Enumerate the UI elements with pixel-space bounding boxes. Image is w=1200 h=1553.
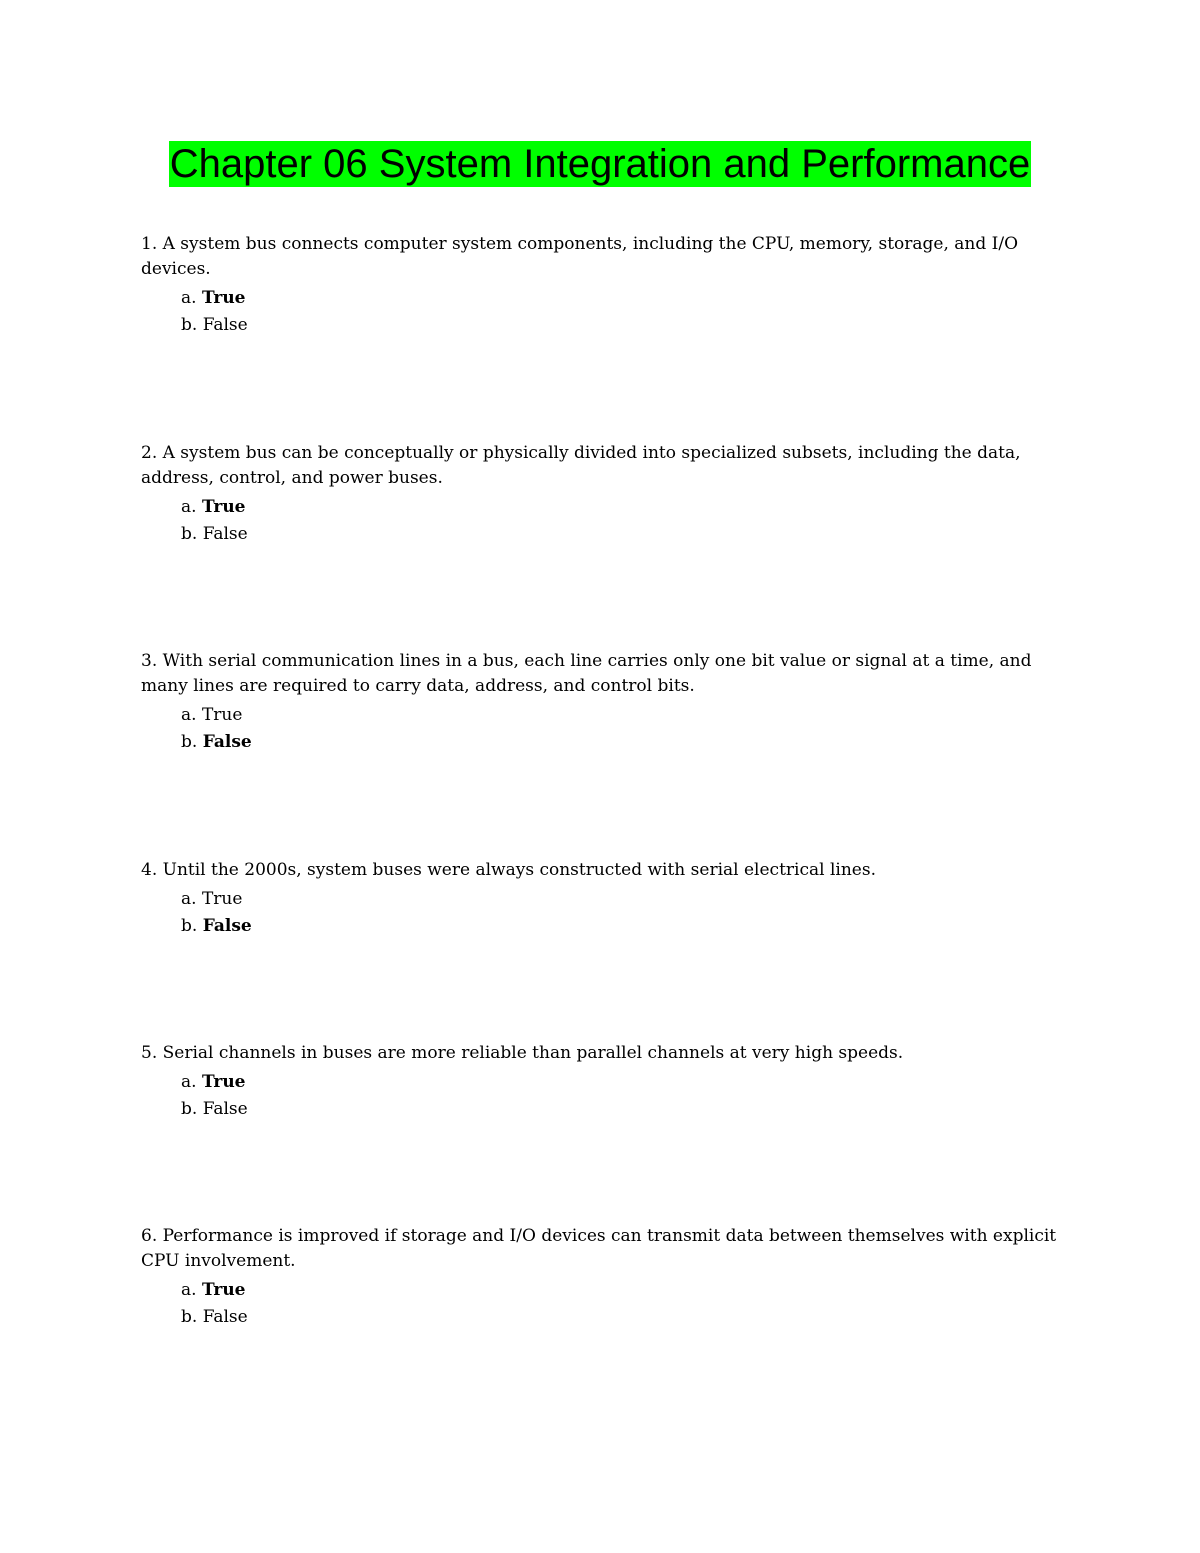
option-label: True [201,288,246,308]
question-4 [141,858,1061,937]
question-6 [141,1224,1061,1328]
option-a [181,287,1061,309]
option-letter: a. [181,889,197,909]
question-1 [141,232,1061,336]
option-label: False [202,1099,248,1119]
option-letter: b. [181,1099,198,1119]
option-letter: b. [181,524,198,544]
option-b [181,1306,1061,1328]
question-text: 5. Serial channels in buses are more reliable than parallel channels at very high speeds. [141,1043,904,1063]
option-letter: b. [181,732,198,752]
question-text: 3. With serial communication lines in a bus, each line carries only one bit value or signal at a time, and many lines are required to carry data, address, and control bits. [141,651,1032,696]
option-letter: a. [181,288,197,308]
question-5 [141,1041,1061,1120]
option-letter: a. [181,705,197,725]
option-label: False [202,916,252,936]
question-2 [141,441,1061,545]
option-letter: a. [181,497,197,517]
option-a [181,1071,1061,1093]
option-letter: b. [181,315,198,335]
question-text: 4. Until the 2000s, system buses were always constructed with serial electrical lines. [141,860,876,880]
option-letter: a. [181,1280,197,1300]
question-3 [141,649,1061,753]
option-a [181,1279,1061,1301]
option-label: False [202,315,248,335]
option-label: True [201,705,243,725]
title-wrapper [0,141,1200,187]
option-a [181,496,1061,518]
option-b [181,915,1061,937]
question-text: 1. A system bus connects computer system components, including the CPU, memory, storage, and I/O devices. [141,234,1019,279]
option-letter: a. [181,1072,197,1092]
option-a [181,704,1061,726]
option-letter: b. [181,916,198,936]
option-label: False [202,1307,248,1327]
question-text: 6. Performance is improved if storage and I/O devices can transmit data between themselves with explicit CPU involvement. [141,1226,1057,1271]
option-b [181,523,1061,545]
option-b [181,314,1061,336]
page-title: Chapter 06 System Integration and Performance [169,142,1031,186]
option-label: True [201,889,243,909]
option-label: True [201,497,246,517]
option-label: False [202,524,248,544]
option-label: True [201,1280,246,1300]
option-label: False [202,732,252,752]
question-text: 2. A system bus can be conceptually or physically divided into specialized subsets, including the data, address, control, and power buses. [141,443,1021,488]
option-label: True [201,1072,246,1092]
option-letter: b. [181,1307,198,1327]
option-a [181,888,1061,910]
option-b [181,1098,1061,1120]
option-b [181,731,1061,753]
